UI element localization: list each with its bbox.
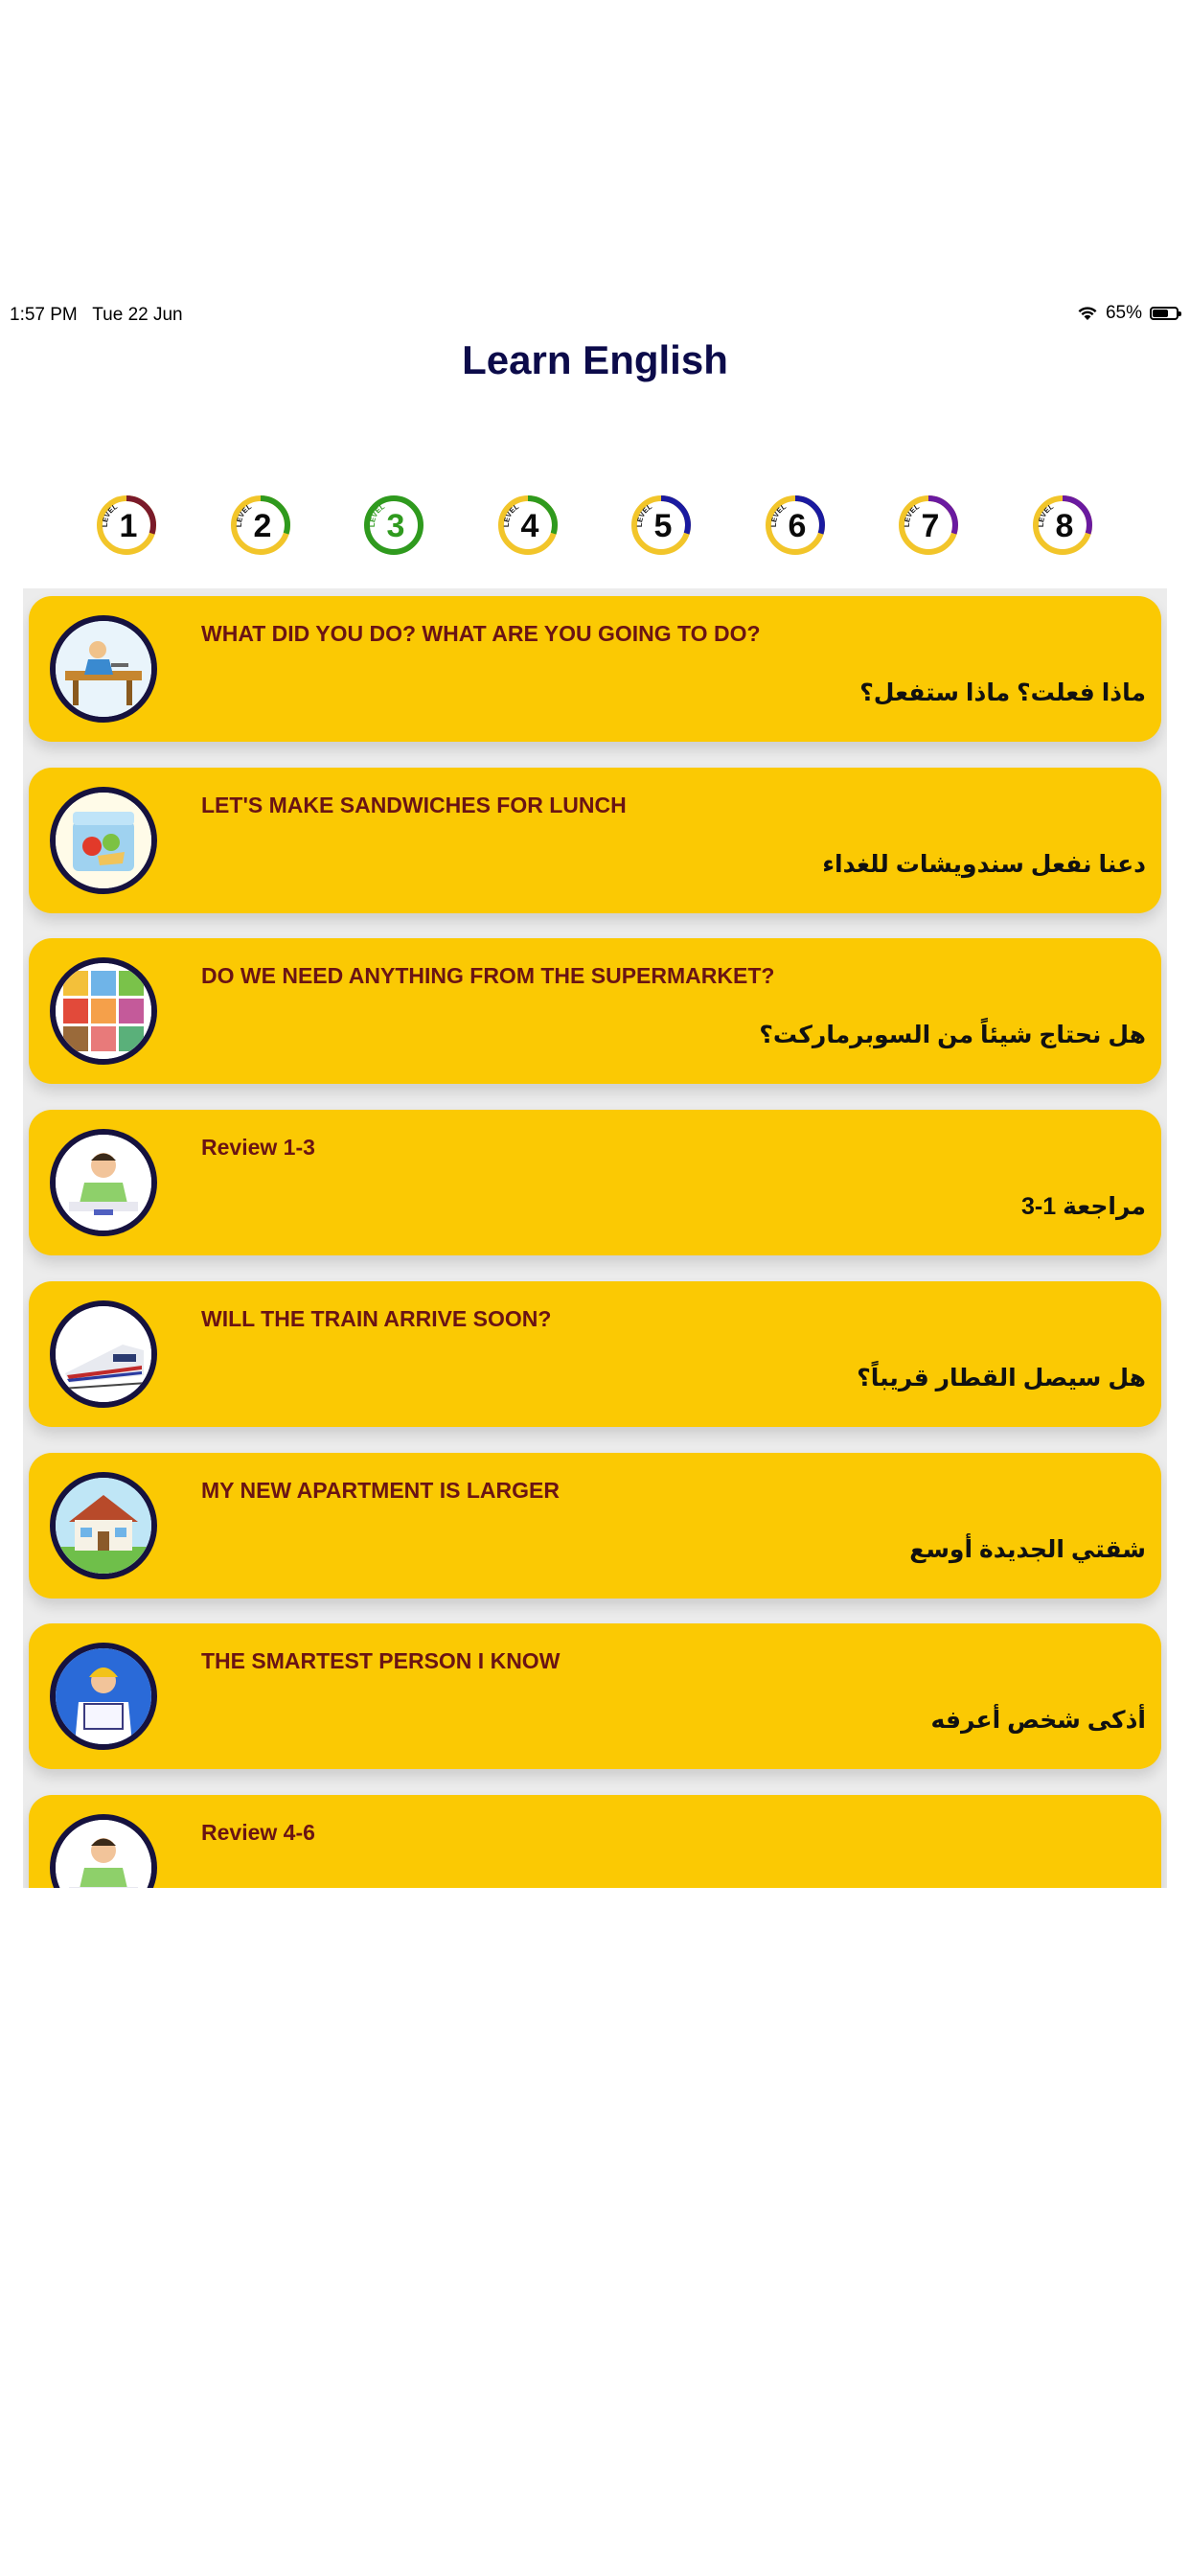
lesson-title-en: Review 4-6 [201, 1819, 315, 1845]
level-label: LEVEL [234, 501, 253, 528]
level-number: 5 [653, 508, 673, 544]
status-indicators [1077, 303, 1179, 324]
status-time [10, 305, 183, 326]
lesson-card[interactable] [29, 1110, 1161, 1255]
house-icon [50, 1472, 157, 1579]
level-5-button[interactable] [630, 494, 692, 556]
level-number: 7 [921, 508, 940, 544]
lesson-title-en: MY NEW APARTMENT IS LARGER [201, 1477, 560, 1503]
level-7-button[interactable] [898, 494, 959, 556]
level-4-button[interactable] [497, 494, 559, 556]
lesson-title-en: WILL THE TRAIN ARRIVE SOON? [201, 1305, 552, 1331]
level-2-button[interactable] [230, 494, 291, 556]
student-icon [50, 1814, 157, 1888]
lesson-title-ar: دعنا نفعل سندويشات للغداء [822, 850, 1146, 878]
lesson-title-en: DO WE NEED ANYTHING FROM THE SUPERMARKET? [201, 963, 775, 989]
level-3-button[interactable] [363, 494, 424, 556]
lesson-title-ar: مراجعة 1-3 [1021, 1193, 1146, 1221]
lesson-title-ar: أذكى شخص أعرفه [930, 1707, 1146, 1735]
lesson-title-en: LET'S MAKE SANDWICHES FOR LUNCH [201, 792, 627, 817]
lesson-card[interactable] [29, 1453, 1161, 1598]
lesson-card[interactable] [29, 938, 1161, 1084]
page-title: Learn English [462, 337, 728, 382]
lesson-title-en: WHAT DID YOU DO? WHAT ARE YOU GOING TO DO? [201, 621, 761, 646]
level-label: LEVEL [634, 501, 654, 528]
lesson-title-ar: هل نحتاج شيئاً من السوبرماركت؟ [759, 1022, 1146, 1049]
level-6-button[interactable] [765, 494, 826, 556]
level-8-button[interactable] [1032, 494, 1093, 556]
lesson-card[interactable] [29, 596, 1161, 742]
battery-icon [1150, 307, 1179, 320]
lesson-card[interactable] [29, 1795, 1161, 1888]
status-clock: 1:57 PM [10, 305, 78, 325]
level-number: 1 [119, 508, 138, 544]
lesson-title-en: THE SMARTEST PERSON I KNOW [201, 1648, 561, 1674]
engineer-icon [50, 1643, 157, 1750]
level-label: LEVEL [768, 501, 788, 528]
battery-fill [1153, 310, 1168, 317]
battery-percent: 65% [1105, 303, 1142, 323]
lunchbox-icon [50, 787, 157, 894]
level-label: LEVEL [501, 501, 520, 528]
lesson-title-ar: هل سيصل القطار قريباً؟ [857, 1364, 1146, 1392]
level-label: LEVEL [1036, 501, 1055, 528]
carpenter-icon [50, 615, 157, 723]
train-icon [50, 1300, 157, 1408]
level-number: 2 [253, 508, 271, 544]
lesson-card[interactable] [29, 768, 1161, 913]
lesson-title-ar: ماذا فعلت؟ ماذا ستفعل؟ [859, 679, 1146, 706]
wifi-icon [1077, 306, 1098, 321]
lesson-card[interactable] [29, 1623, 1161, 1769]
level-label: LEVEL [902, 501, 922, 528]
lesson-title-ar: شقتي الجديدة أوسع [909, 1535, 1146, 1563]
level-number: 3 [386, 508, 405, 544]
level-selector [0, 489, 1190, 565]
level-label: LEVEL [100, 501, 120, 528]
level-number: 4 [520, 508, 538, 544]
status-bar [0, 297, 1190, 335]
level-number: 8 [1055, 508, 1073, 544]
lesson-title-en: Review 1-3 [201, 1135, 315, 1161]
level-label: LEVEL [367, 501, 387, 528]
level-1-button[interactable] [96, 494, 157, 556]
lesson-card[interactable] [29, 1281, 1161, 1427]
student-icon [50, 1129, 157, 1236]
groceries-icon [50, 957, 157, 1065]
status-date: Tue 22 Jun [92, 305, 183, 325]
level-number: 6 [788, 508, 806, 544]
lesson-list[interactable] [23, 588, 1167, 1888]
